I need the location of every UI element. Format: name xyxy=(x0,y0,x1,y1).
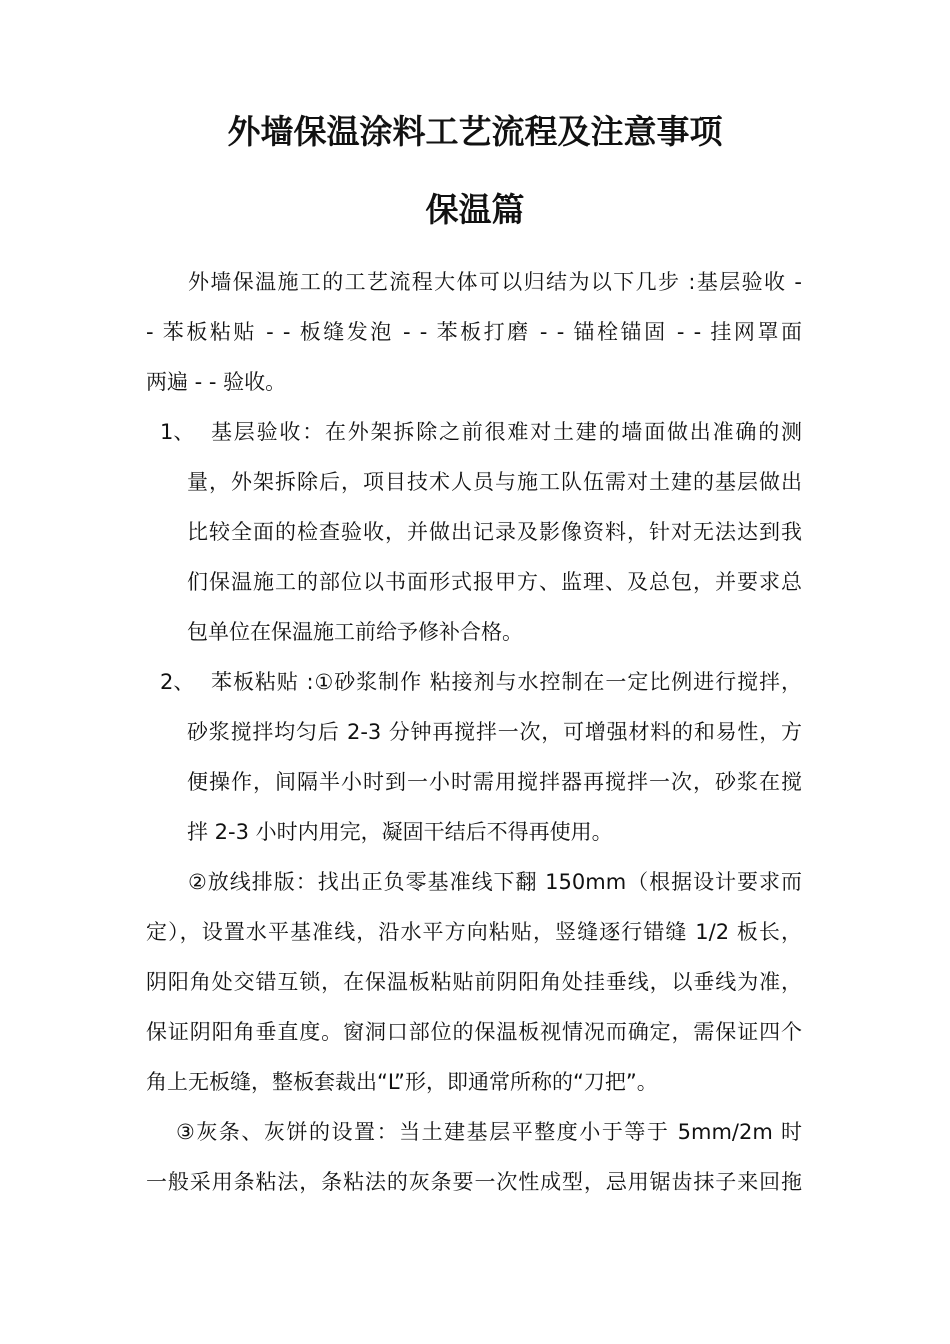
document-subtitle: 保温篇 xyxy=(425,190,525,229)
intro-line: - 苯板粘贴 - - 板缝发泡 - - 苯板打磨 - - 锚栓锚固 - - 挂网罩面 xyxy=(146,320,802,344)
item2-line: 便操作，间隔半小时到一小时需用搅拌器再搅拌一次，砂浆在搅 xyxy=(187,770,802,794)
huitiao-line: ③灰条、灰饼的设置：当土建基层平整度小于等于 5mm/2m 时 xyxy=(176,1120,802,1144)
item2-line: 苯板粘贴 :①砂浆制作 粘接剂与水控制在一定比例进行搅拌， xyxy=(211,670,802,694)
item1-line: 们保温施工的部位以书面形式报甲方、监理、及总包，并要求总 xyxy=(187,570,802,594)
list-number: 1、 xyxy=(160,420,195,444)
item1-line: 比较全面的检查验收，并做出记录及影像资料，针对无法达到我 xyxy=(187,520,802,544)
intro-line: 外墙保温施工的工艺流程大体可以归结为以下几步 :基层验收 - xyxy=(188,270,802,294)
item1-line: 包单位在保温施工前给予修补合格。 xyxy=(187,620,523,644)
fangxian-line: 保证阴阳角垂直度。窗洞口部位的保温板视情况而确定，需保证四个 xyxy=(146,1020,802,1044)
fangxian-line: 角上无板缝，整板套裁出“L”形，即通常所称的“刀把”。 xyxy=(146,1070,658,1094)
huitiao-line: 一般采用条粘法，条粘法的灰条要一次性成型，忌用锯齿抹子来回拖 xyxy=(146,1170,802,1194)
item1-line: 基层验收：在外架拆除之前很难对土建的墙面做出准确的测 xyxy=(211,420,802,444)
document-title: 外墙保温涂料工艺流程及注意事项 xyxy=(227,112,723,151)
fangxian-line: ②放线排版：找出正负零基准线下翻 150mm（根据设计要求而 xyxy=(188,870,802,894)
intro-line: 两遍 - - 验收。 xyxy=(146,370,287,394)
item1-line: 量，外架拆除后，项目技术人员与施工队伍需对土建的基层做出 xyxy=(187,470,802,494)
fangxian-line: 阴阳角处交错互锁，在保温板粘贴前阴阳角处挂垂线，以垂线为准， xyxy=(146,970,802,994)
item2-line: 砂浆搅拌均匀后 2-3 分钟再搅拌一次，可增强材料的和易性，方 xyxy=(187,720,802,744)
list-number: 2、 xyxy=(160,670,195,694)
fangxian-line: 定），设置水平基准线，沿水平方向粘贴，竖缝逐行错缝 1/2 板长， xyxy=(146,920,802,944)
item2-line: 拌 2-3 小时内用完，凝固干结后不得再使用。 xyxy=(187,820,613,844)
